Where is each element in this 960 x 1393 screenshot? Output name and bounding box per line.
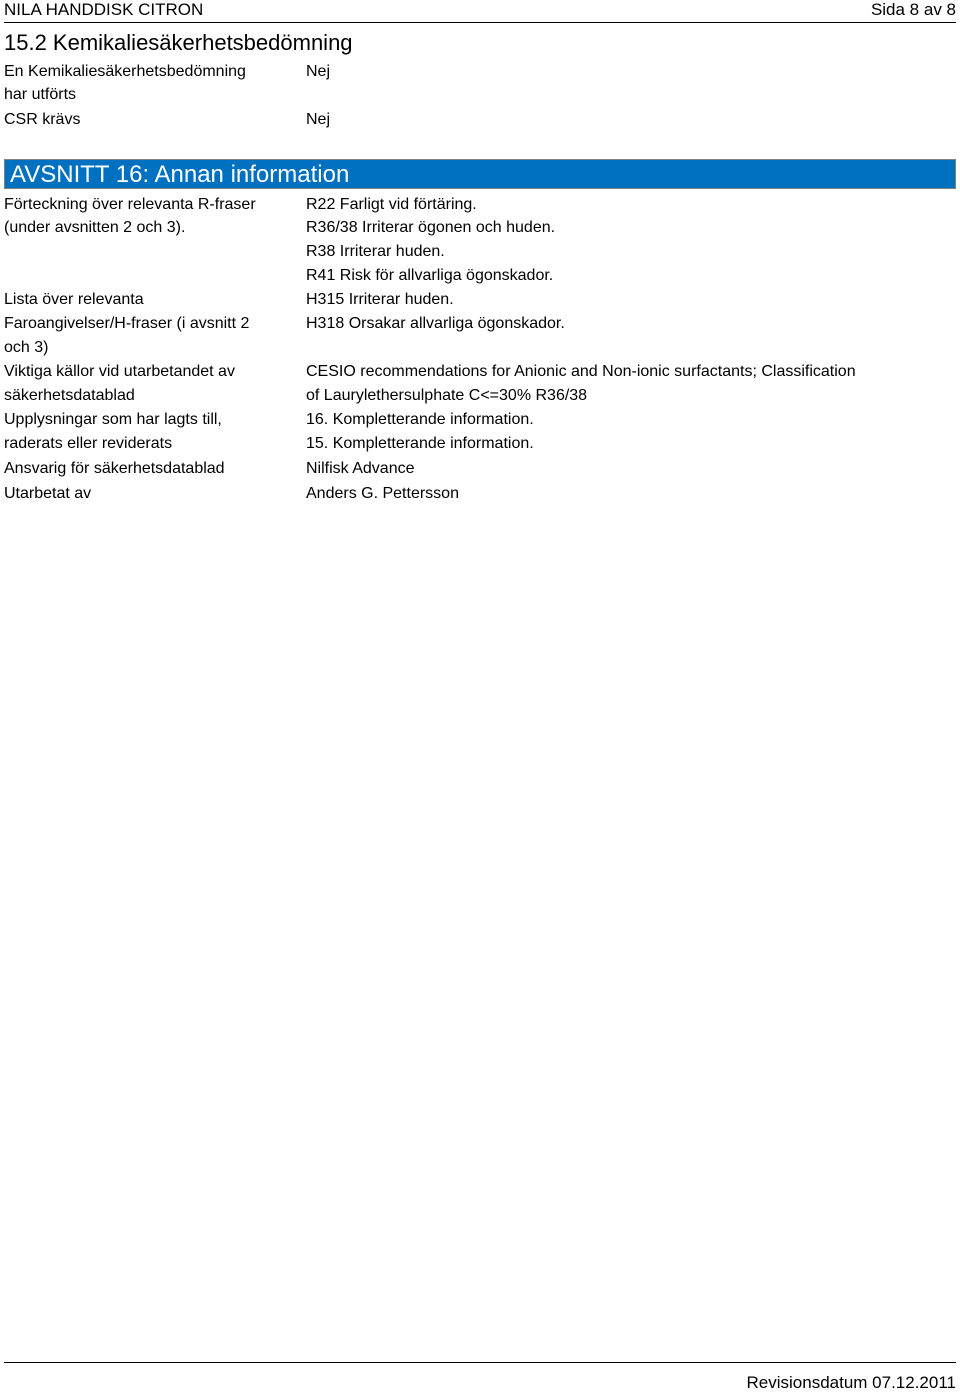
h-phrases-label-line3: och 3) xyxy=(4,339,49,356)
r-phrase-item: R41 Risk för allvarliga ögonskador. xyxy=(306,267,554,284)
responsible-value: Nilfisk Advance xyxy=(306,460,415,477)
header-divider xyxy=(4,22,956,23)
r-phrases-label-line2: (under avsnitten 2 och 3). xyxy=(4,219,186,236)
r-phrase-item: R22 Farligt vid förtäring. xyxy=(306,196,477,213)
h-phrases-label-line1: Lista över relevanta xyxy=(4,291,144,308)
subsection-title: 15.2 Kemikaliesäkerhetsbedömning xyxy=(4,30,353,55)
footer-divider xyxy=(4,1362,956,1363)
r-phrases-label-line1: Förteckning över relevanta R-fraser xyxy=(4,196,256,213)
h-phrase-item: H318 Orsakar allvarliga ögonskador. xyxy=(306,315,565,332)
csa-label-line1: En Kemikaliesäkerhetsbedömning xyxy=(4,63,246,80)
responsible-label: Ansvarig för säkerhetsdatablad xyxy=(4,460,225,477)
sources-label-line2: säkerhetsdatablad xyxy=(4,387,135,404)
changes-value-item: 15. Kompletterande information. xyxy=(306,435,534,452)
h-phrases-label-line2: Faroangivelser/H-fraser (i avsnitt 2 xyxy=(4,315,250,332)
prepared-by-label: Utarbetat av xyxy=(4,485,92,502)
page-number: Sida 8 av 8 xyxy=(870,0,956,19)
sources-value-line2: of Laurylethersulphate C<=30% R36/38 xyxy=(306,387,588,404)
csr-label: CSR krävs xyxy=(4,111,81,128)
changes-value-item: 16. Kompletterande information. xyxy=(306,411,534,428)
sources-label-line1: Viktiga källor vid utarbetandet av xyxy=(4,363,235,380)
revision-date: Revisionsdatum 07.12.2011 xyxy=(746,1373,956,1392)
sources-value-line1: CESIO recommendations for Anionic and Non-ionic surfactants; Classification xyxy=(306,363,856,380)
section-16-title: AVSNITT 16: Annan information xyxy=(10,161,350,188)
r-phrase-item: R36/38 Irriterar ögonen och huden. xyxy=(306,219,556,236)
r-phrase-item: R38 Irriterar huden. xyxy=(306,243,445,260)
changes-label-line1: Upplysningar som har lagts till, xyxy=(4,411,222,428)
csa-label-line2: har utförts xyxy=(4,86,77,103)
changes-label-line2: raderats eller reviderats xyxy=(4,435,173,452)
csa-value: Nej xyxy=(306,63,331,80)
prepared-by-value: Anders G. Pettersson xyxy=(306,485,459,502)
csr-value: Nej xyxy=(306,111,331,128)
h-phrase-item: H315 Irriterar huden. xyxy=(306,291,454,308)
product-name: NILA HANDDISK CITRON xyxy=(4,0,204,19)
section-16-header xyxy=(4,159,956,189)
